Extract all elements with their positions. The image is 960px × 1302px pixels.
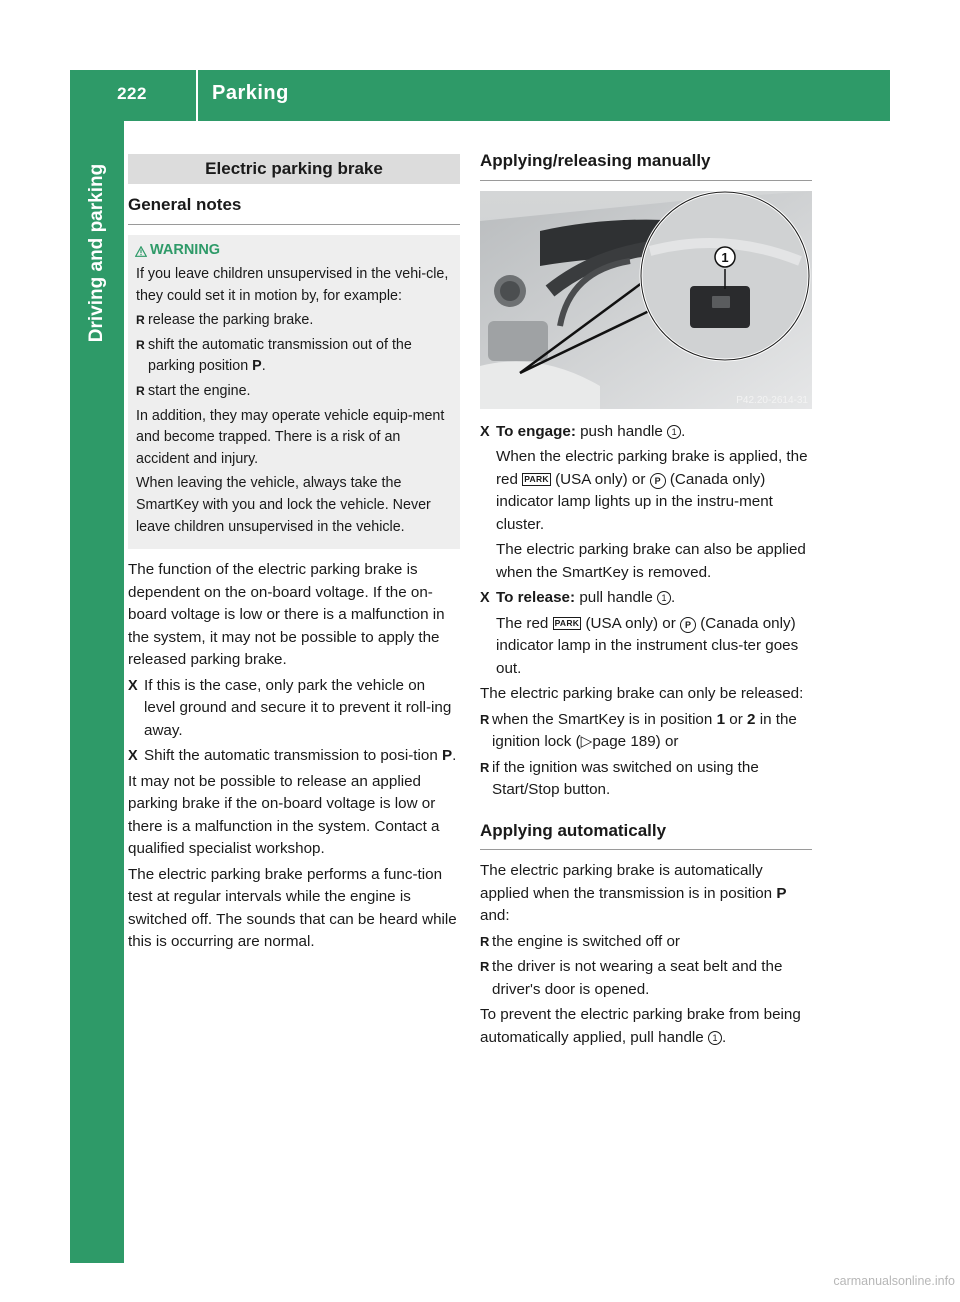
- warning-box: [128, 235, 460, 550]
- auto-bullet: R the engine is switched off or: [480, 931, 812, 954]
- released-bullet: R when the SmartKey is in position 1 or 2 in the ignition lock (▷page 189) or: [480, 709, 812, 754]
- auto-paragraph: The electric parking brake is automatically applied when the transmission is in position P and:: [480, 862, 787, 924]
- park-lamp-icon: PARK: [554, 617, 580, 628]
- engage-step: X To engage: push handle 1 .: [480, 421, 812, 444]
- warning-heading: [136, 240, 452, 262]
- warning-intro: If you leave children unsupervised in the vehi-cle, they could set it in motion by, for example:: [136, 266, 449, 304]
- section-title: Electric parking brake: [128, 154, 460, 184]
- circled-number-icon: 1: [667, 425, 681, 439]
- auto-final-paragraph: To prevent the electric parking brake from being automatically applied, pull handle 1 .: [480, 1006, 801, 1046]
- page-ref-arrow-icon: ▷: [580, 733, 593, 750]
- auto-bullet: R the driver is not wearing a seat belt and the driver's door is opened.: [480, 956, 812, 1001]
- manual-heading: Applying/releasing manually: [480, 150, 812, 181]
- circled-number-icon: 1: [657, 591, 671, 605]
- warning-bullet: R release the parking brake.: [136, 310, 452, 332]
- function-paragraph: The function of the electric parking brake is dependent on the on-board voltage. If the on-board voltage is low or there is a malfunction in the system, it may not be possible to apply the released parking brake.: [128, 561, 445, 669]
- canada-parking-lamp-icon: P: [650, 473, 666, 489]
- parking-brake-photo: [480, 191, 812, 409]
- warning-para: When leaving the vehicle, always take the SmartKey with you and lock the vehicle. Never leave children unsupervised in the vehicle.: [136, 475, 431, 535]
- instruction-step: X If this is the case, only park the vehicle on level ground and secure it to prevent it roll-ing away.: [128, 675, 460, 743]
- function-test-paragraph: The electric parking brake performs a func-tion test at regular intervals while the engine is switched off. The sounds that can be heard while this is occurring are normal.: [128, 865, 457, 951]
- circled-number-icon: 1: [708, 1031, 722, 1045]
- page-header: [70, 70, 890, 121]
- dashboard-illustration: [480, 191, 812, 409]
- header-divider: [196, 70, 198, 121]
- side-chapter-label: Driving and parking: [86, 163, 107, 343]
- warning-para: In addition, they may operate vehicle equip-ment and become trapped. There is a risk of an accident and injury.: [136, 407, 445, 467]
- release-paragraph: It may not be possible to release an applied parking brake if the on-board voltage is low or there is a malfunction in the system. Contact a qualified specialist workshop.: [128, 772, 440, 858]
- released-paragraph: The electric parking brake can only be released:: [480, 685, 804, 702]
- park-lamp-icon: PARK: [524, 473, 549, 484]
- warning-bullet: R shift the automatic transmission out of the parking position P.: [136, 335, 452, 378]
- page-number: 222: [117, 84, 147, 103]
- footer-watermark: carmanualsonline.info: [833, 1274, 955, 1288]
- left-column: [128, 150, 460, 957]
- auto-heading: Applying automatically: [480, 820, 812, 851]
- photo-callout: 1: [721, 249, 729, 265]
- warning-triangle-icon: [135, 243, 147, 265]
- general-notes-heading: General notes: [128, 194, 460, 225]
- warning-label: WARNING: [150, 241, 221, 258]
- release-detail: The red PARK (USA only) or P (Canada only) indicator lamp in the instrument clus-ter goes out.: [496, 614, 799, 677]
- right-column: [480, 150, 812, 1052]
- release-step: X To release: pull handle 1 .: [480, 587, 812, 610]
- instruction-step: X Shift the automatic transmission to posi-tion P.: [128, 745, 460, 768]
- photo-code: P42.20-2614-31: [736, 394, 808, 406]
- engage-detail: When the electric parking brake is applied, the red PARK (USA only) or P (Canada only) indicator lamp lights up in the instru-ment cluster.: [496, 448, 808, 533]
- engage-note: The electric parking brake can also be applied when the SmartKey is removed.: [496, 541, 806, 581]
- released-bullet: R if the ignition was switched on using the Start/Stop button.: [480, 757, 812, 802]
- canada-parking-lamp-icon: P: [680, 617, 696, 633]
- header-title: Parking: [212, 82, 289, 104]
- warning-bullet: R start the engine.: [136, 381, 452, 403]
